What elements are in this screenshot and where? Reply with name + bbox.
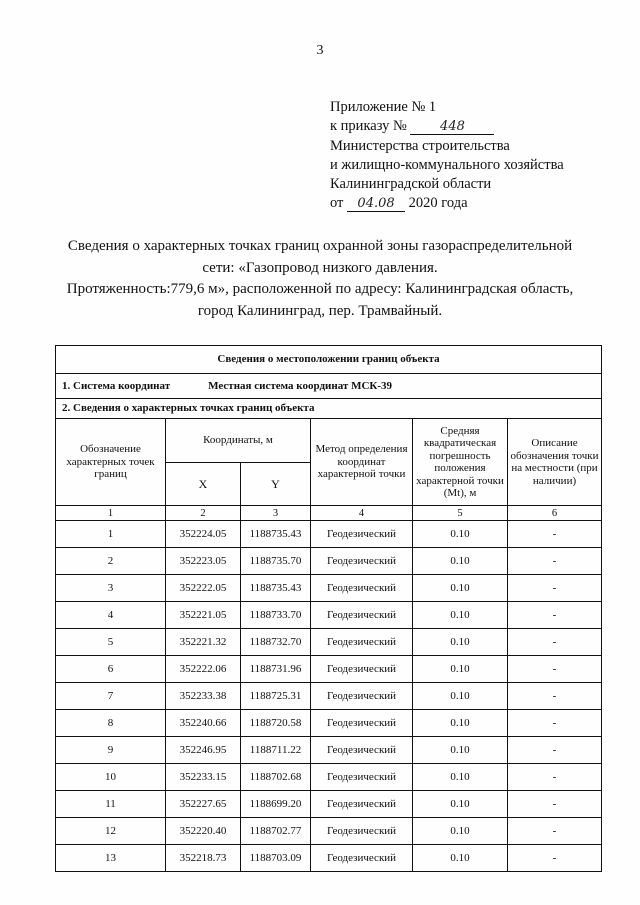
table-row: [56, 656, 602, 683]
coord-y: 1188731.96: [241, 656, 311, 683]
method-value: Геодезический: [311, 602, 413, 629]
coordinate-system-row: [56, 374, 602, 399]
mt-value: 0.10: [413, 737, 508, 764]
header-description: Описание обозначения точки на местности (при наличии): [508, 419, 602, 506]
table-row: [56, 521, 602, 548]
table-row: [56, 683, 602, 710]
table-row: [56, 548, 602, 575]
column-number: 6: [508, 506, 602, 521]
method-value: Геодезический: [311, 764, 413, 791]
appendix-block: [330, 98, 620, 214]
mt-value: 0.10: [413, 845, 508, 872]
description-value: -: [508, 818, 602, 845]
page-number: 3: [316, 43, 324, 58]
coord-y: 1188702.77: [241, 818, 311, 845]
table-row: [56, 710, 602, 737]
coord-x: 352246.95: [166, 737, 241, 764]
method-value: Геодезический: [311, 575, 413, 602]
coord-x: 352233.38: [166, 683, 241, 710]
table-row: [56, 575, 602, 602]
description-value: -: [508, 602, 602, 629]
header-y: Y: [241, 463, 311, 506]
mt-value: 0.10: [413, 791, 508, 818]
date-suffix: 2020 года: [408, 195, 468, 212]
coord-x: 352218.73: [166, 845, 241, 872]
section-label: 2. Сведения о характерных точках границ объекта: [56, 399, 602, 419]
coord-x: 352222.06: [166, 656, 241, 683]
mt-value: 0.10: [413, 629, 508, 656]
coord-x: 352220.40: [166, 818, 241, 845]
date-line: [330, 194, 620, 213]
column-number: 2: [166, 506, 241, 521]
ministry-line-1: Министерства строительства: [330, 137, 510, 154]
coord-y: 1188703.09: [241, 845, 311, 872]
method-value: Геодезический: [311, 629, 413, 656]
point-number: 9: [56, 737, 166, 764]
table-row: [56, 845, 602, 872]
column-number-row: [56, 506, 602, 521]
point-number: 1: [56, 521, 166, 548]
table-row: [56, 629, 602, 656]
date-prefix: от: [330, 195, 344, 212]
method-value: Геодезический: [311, 683, 413, 710]
boundary-points-table: [55, 345, 602, 872]
description-value: -: [508, 710, 602, 737]
method-value: Геодезический: [311, 737, 413, 764]
mt-value: 0.10: [413, 575, 508, 602]
table-row: [56, 818, 602, 845]
coord-y: 1188711.22: [241, 737, 311, 764]
coord-x: 352221.32: [166, 629, 241, 656]
mt-value: 0.10: [413, 764, 508, 791]
table-title: Сведения о местоположении границ объекта: [56, 346, 602, 374]
header-row: [56, 419, 602, 463]
coord-x: 352240.66: [166, 710, 241, 737]
coord-y: 1188735.43: [241, 575, 311, 602]
table-row: [56, 791, 602, 818]
table-row: [56, 602, 602, 629]
method-value: Геодезический: [311, 548, 413, 575]
mt-value: 0.10: [413, 656, 508, 683]
coord-y: 1188735.43: [241, 521, 311, 548]
method-value: Геодезический: [311, 710, 413, 737]
table-row: [56, 764, 602, 791]
point-number: 6: [56, 656, 166, 683]
heading-line: Протяженность:779,6 м», расположенной по адресу: Калининградская область,: [66, 281, 574, 298]
coordinate-system-label: 1. Система координат: [62, 379, 171, 392]
coord-x: 352227.65: [166, 791, 241, 818]
mt-value: 0.10: [413, 602, 508, 629]
heading-line: Сведения о характерных точках границ охранной зоны газораспределительной: [67, 238, 573, 254]
coord-x: 352222.05: [166, 575, 241, 602]
coord-y: 1188720.58: [241, 710, 311, 737]
column-number: 3: [241, 506, 311, 521]
point-number: 10: [56, 764, 166, 791]
point-number: 4: [56, 602, 166, 629]
coordinate-system-value: Местная система координат МСК-39: [208, 379, 393, 392]
coord-x: 352224.05: [166, 521, 241, 548]
header-method: Метод определения координат характерной точки: [311, 419, 413, 506]
date-value: 04.08: [347, 196, 405, 212]
header-coordinates: Координаты, м: [166, 419, 311, 463]
coord-y: 1188725.31: [241, 683, 311, 710]
mt-value: 0.10: [413, 683, 508, 710]
coord-x: 352221.05: [166, 602, 241, 629]
point-number: 3: [56, 575, 166, 602]
header-designation: Обозначение характерных точек границ: [56, 419, 166, 506]
point-number: 7: [56, 683, 166, 710]
coord-x: 352233.15: [166, 764, 241, 791]
description-value: -: [508, 764, 602, 791]
description-value: -: [508, 575, 602, 602]
point-number: 12: [56, 818, 166, 845]
description-value: -: [508, 845, 602, 872]
point-number: 11: [56, 791, 166, 818]
coord-y: 1188733.70: [241, 602, 311, 629]
coord-y: 1188699.20: [241, 791, 311, 818]
method-value: Геодезический: [311, 818, 413, 845]
table-row: [56, 737, 602, 764]
coord-x: 352223.05: [166, 548, 241, 575]
mt-value: 0.10: [413, 548, 508, 575]
coord-y: 1188702.68: [241, 764, 311, 791]
description-value: -: [508, 629, 602, 656]
column-number: 4: [311, 506, 413, 521]
column-number: 5: [413, 506, 508, 521]
header-mt: Средняя квадратическая погрешность положения характерной точки (Mt), м: [413, 419, 508, 506]
description-value: -: [508, 548, 602, 575]
coord-y: 1188735.70: [241, 548, 311, 575]
ministry-line-2: и жилищно-коммунального хозяйства: [330, 156, 564, 173]
method-value: Геодезический: [311, 845, 413, 872]
heading-line: сети: «Газопровод низкого давления.: [202, 259, 438, 276]
point-number: 13: [56, 845, 166, 872]
description-value: -: [508, 737, 602, 764]
method-value: Геодезический: [311, 791, 413, 818]
order-prefix: к приказу №: [330, 118, 407, 135]
method-value: Геодезический: [311, 521, 413, 548]
mt-value: 0.10: [413, 710, 508, 737]
description-value: -: [508, 521, 602, 548]
mt-value: 0.10: [413, 818, 508, 845]
order-line: [330, 117, 620, 136]
coord-y: 1188732.70: [241, 629, 311, 656]
description-value: -: [508, 656, 602, 683]
table-title-row: [56, 346, 602, 374]
column-number: 1: [56, 506, 166, 521]
description-value: -: [508, 791, 602, 818]
description-value: -: [508, 683, 602, 710]
point-number: 5: [56, 629, 166, 656]
point-number: 8: [56, 710, 166, 737]
section-row: [56, 399, 602, 419]
appendix-title: Приложение № 1: [330, 99, 437, 115]
header-x: X: [166, 463, 241, 506]
document-heading: [30, 236, 610, 322]
point-number: 2: [56, 548, 166, 575]
heading-line: город Калининград, пер. Трамвайный.: [197, 302, 443, 319]
order-number: 448: [410, 119, 494, 135]
method-value: Геодезический: [311, 656, 413, 683]
region-line: Калининградской области: [330, 176, 492, 193]
coordinate-system-cell: [56, 374, 602, 399]
mt-value: 0.10: [413, 521, 508, 548]
